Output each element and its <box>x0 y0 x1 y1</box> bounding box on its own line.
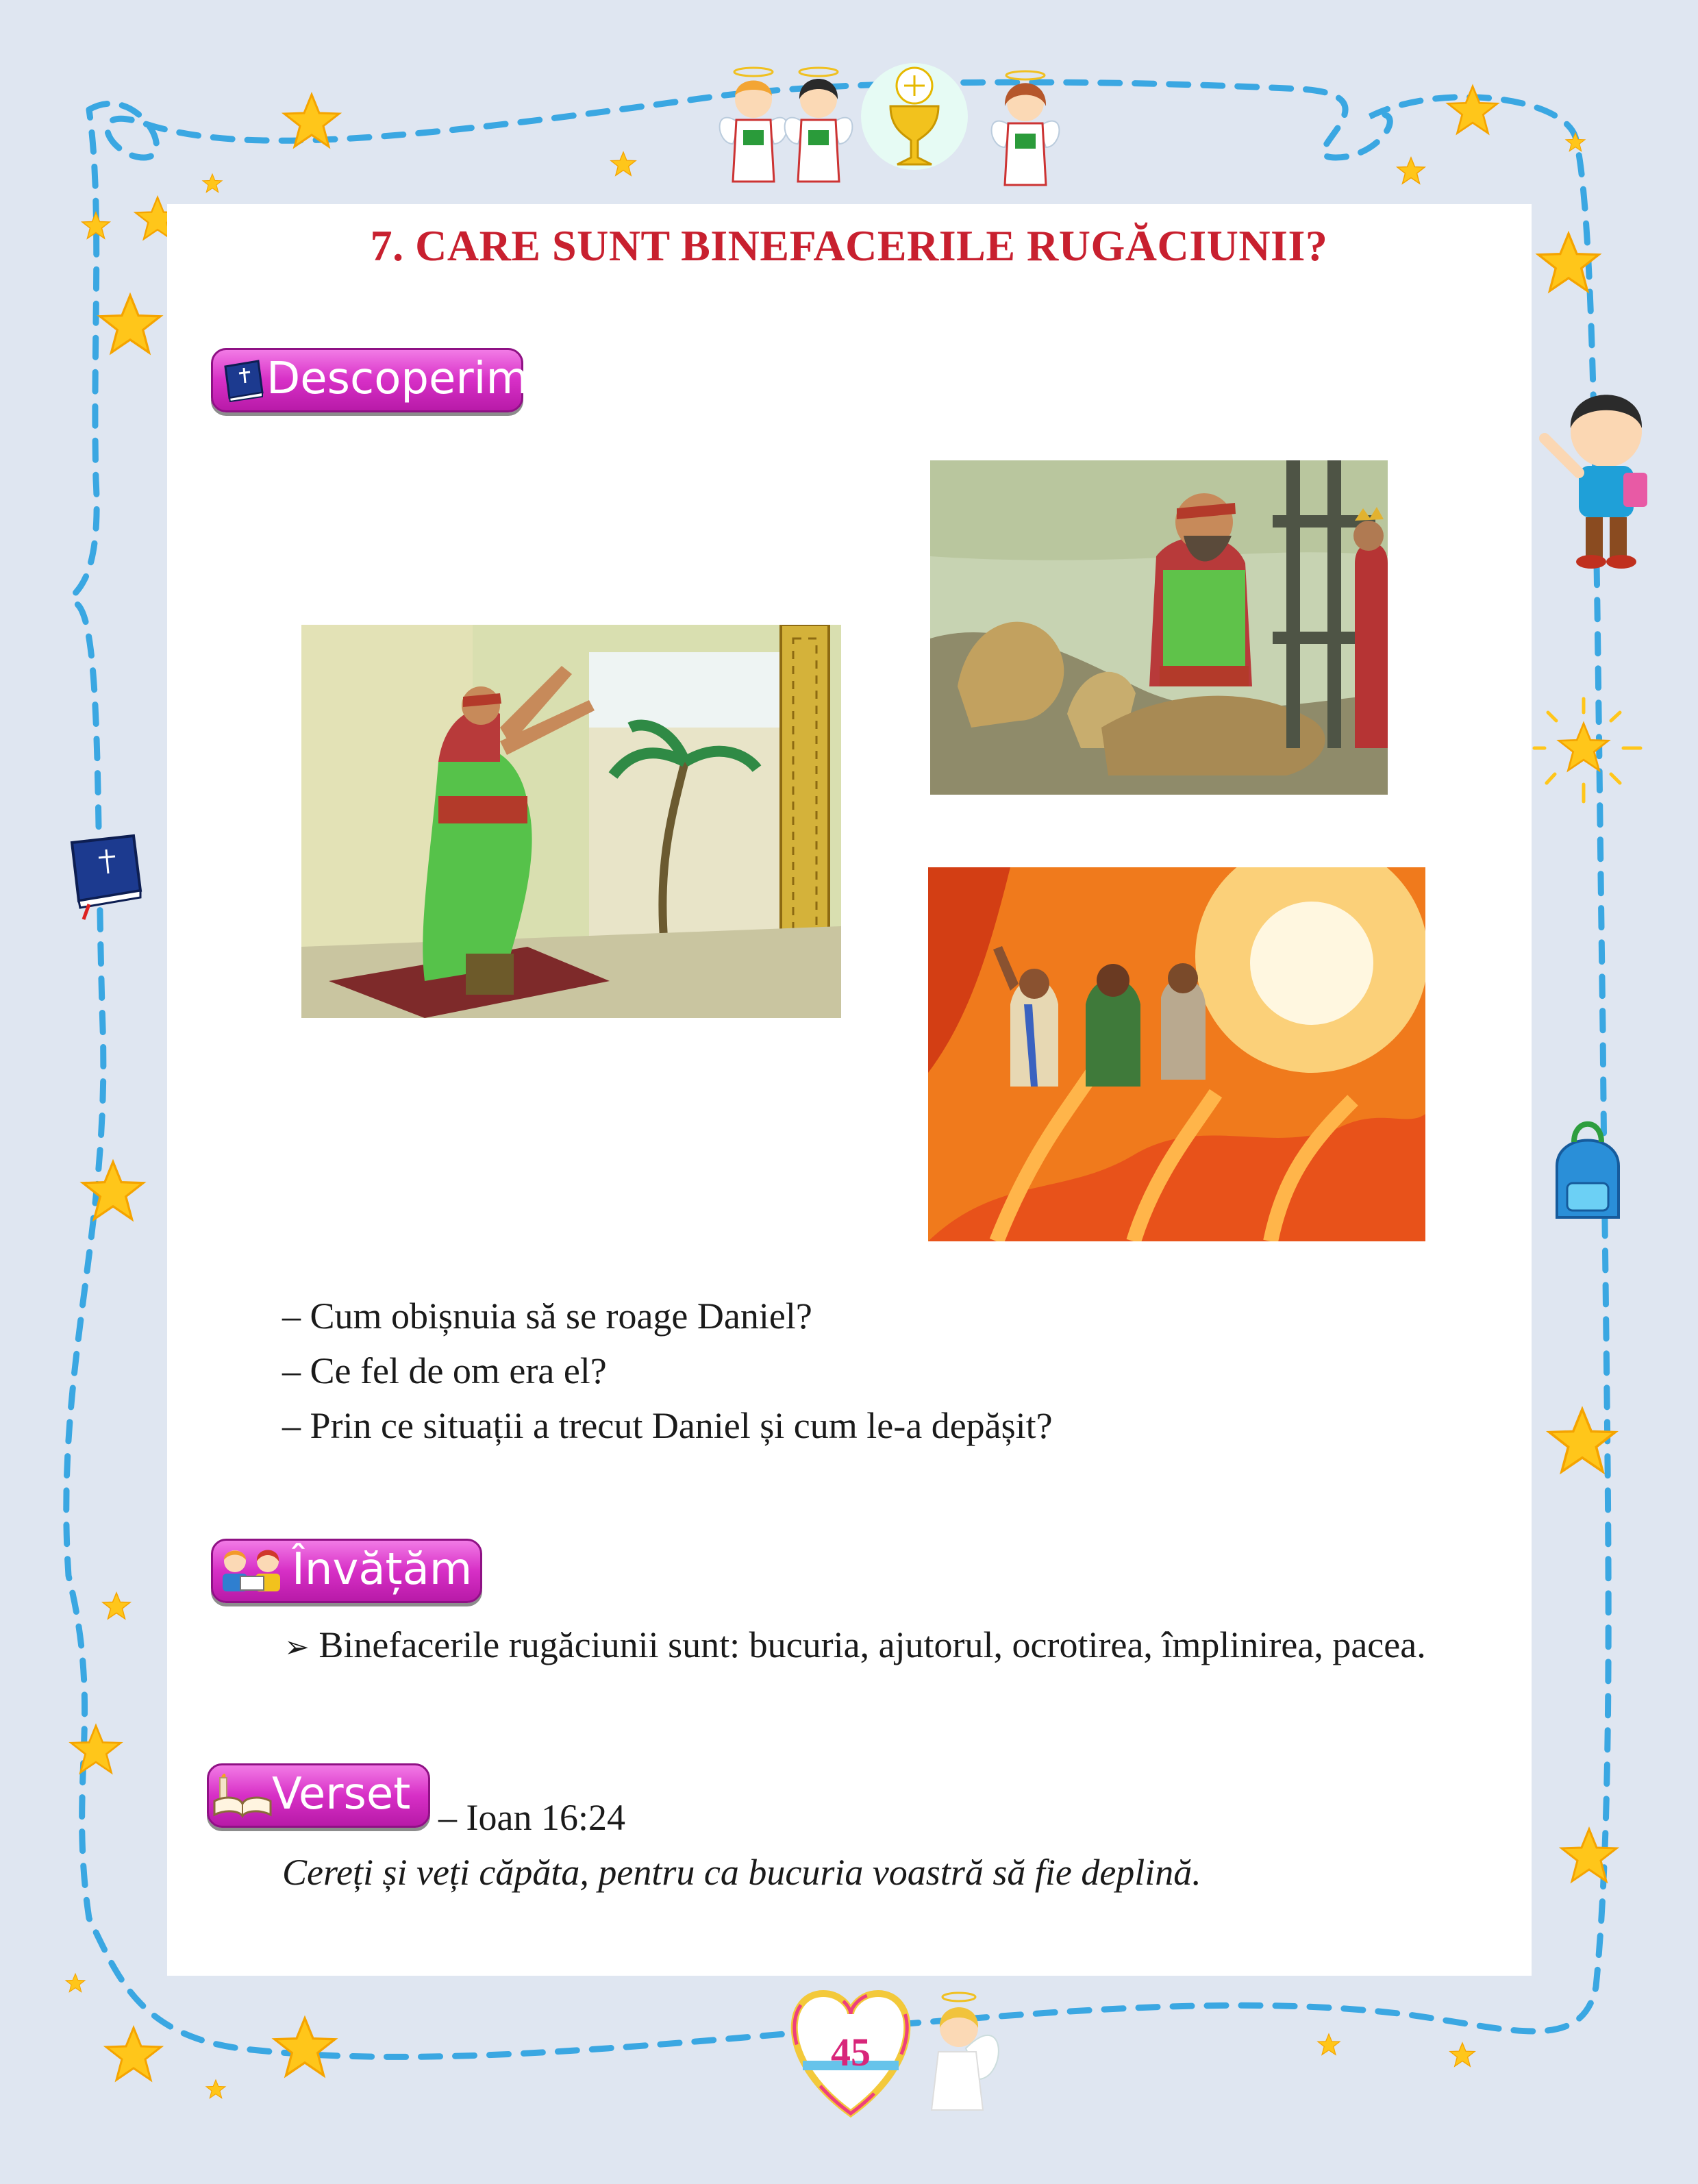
star-icon <box>1397 158 1425 184</box>
bible-icon <box>220 358 268 404</box>
star-icon <box>1450 2043 1475 2066</box>
angel-icon <box>992 71 1060 185</box>
star-icon <box>1318 2034 1340 2055</box>
angel-icon <box>932 1993 999 2110</box>
verse-text: Cereți și veți căpăta, pentru ca bucuria voastră să fie deplină. <box>282 1852 1201 1893</box>
star-icon <box>106 2028 161 2080</box>
question-3: – Prin ce situații a trecut Daniel și cum le-a depășit? <box>282 1405 1053 1446</box>
star-icon <box>203 174 222 193</box>
star-icon <box>100 295 160 353</box>
question-2: – Ce fel de om era el? <box>282 1350 607 1391</box>
section-label: Învățăm <box>292 1544 473 1595</box>
page-title: 7. CARE SUNT BINEFACERILE RUGĂCIUNII? <box>370 221 1328 270</box>
star-icon <box>66 1974 85 1992</box>
star-icon <box>1566 133 1585 151</box>
learn-bullet <box>284 1624 1426 1666</box>
star-icon <box>206 2080 225 2098</box>
backpack-icon <box>1557 1124 1619 1217</box>
section-badge-discover <box>211 348 529 412</box>
learn-text: Binefacerile rugăciunii sunt: bucuria, ajutorul, ocrotirea, împlinirea, pacea. <box>319 1624 1426 1665</box>
star-icon <box>275 2018 335 2076</box>
section-label: Verset <box>272 1769 411 1820</box>
section-badge-verse <box>207 1763 430 1828</box>
boy-icon <box>1545 395 1647 569</box>
illustration-daniel-praying <box>301 625 841 1018</box>
illustration-fiery-furnace <box>928 867 1425 1241</box>
open-book-candle-icon <box>212 1770 273 1822</box>
section-badge-learn <box>211 1539 482 1603</box>
star-icon <box>1448 86 1497 133</box>
angel-icon <box>720 68 788 182</box>
star-icon <box>71 1726 121 1772</box>
section-label: Descoperim <box>266 353 529 404</box>
chalice-icon <box>861 63 968 170</box>
question-1: – Cum obișnuia să se roage Daniel? <box>282 1295 812 1337</box>
arrow-bullet-icon: ➢ <box>284 1630 310 1665</box>
sparkle-star-icon <box>1534 699 1640 802</box>
bible-icon <box>72 836 140 919</box>
star-icon <box>83 1162 143 1219</box>
children-reading-icon <box>216 1546 291 1594</box>
star-icon <box>611 152 636 175</box>
illustration-daniel-lions-den <box>930 460 1388 795</box>
star-icon <box>103 1593 130 1619</box>
verse-reference: – Ioan 16:24 <box>438 1797 625 1838</box>
page-number: 45 <box>831 2030 871 2074</box>
